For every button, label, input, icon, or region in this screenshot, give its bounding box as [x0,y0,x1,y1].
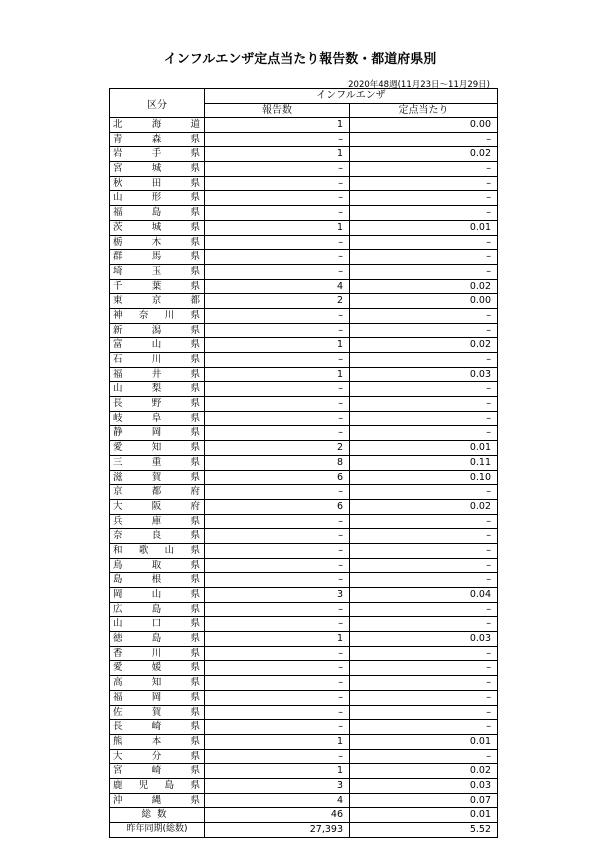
per-sentinel-value: – [486,603,491,615]
report-count: – [205,750,350,764]
per-sentinel-value: – [486,544,491,556]
prefecture-name: 島 根 県 [110,573,205,587]
table-header [110,89,497,117]
prefecture-name: 福 島 県 [110,206,205,220]
prefecture-name: 静 岡 県 [110,426,205,440]
prefecture-name: 鳥 取 県 [110,559,205,573]
header-disease: インフルエンザ [205,89,497,104]
per-sentinel-value: – [486,207,491,219]
report-count: – [205,309,350,323]
report-count: 1 [205,118,350,132]
prefecture-name: 富 山 県 [110,338,205,352]
table-row [110,793,497,808]
report-count: 4 [205,280,350,294]
total-per-sentinel: 0.01 [469,809,491,821]
per-sentinel-value: – [486,412,491,424]
table-row [110,249,497,264]
report-count: – [205,515,350,529]
prefecture-name: 広 島 県 [110,603,205,617]
report-count: – [205,382,350,396]
table-row [110,749,497,764]
table-row [110,470,497,485]
total-row [110,807,497,822]
per-sentinel-value: – [486,574,491,586]
table-row [110,616,497,631]
report-count: 4 [205,794,350,808]
table-row [110,190,497,205]
report-count: – [205,133,350,147]
prefecture-name: 神 奈 川 県 [110,309,205,323]
report-count: 6 [205,500,350,514]
prefecture-name: 宮 崎 県 [110,764,205,778]
total-label: 総数 [110,808,205,822]
table-row [110,117,497,132]
table-row [110,455,497,470]
prefecture-name: 石 川 県 [110,353,205,367]
prefecture-name: 山 梨 県 [110,382,205,396]
prefecture-name: 福 岡 県 [110,691,205,705]
prefecture-name: 徳 島 県 [110,632,205,646]
per-sentinel-value: 0.04 [469,589,491,600]
report-count: 1 [205,735,350,749]
per-sentinel-value: – [486,677,491,689]
report-count: – [205,544,350,558]
per-sentinel-value: – [486,486,491,498]
report-count: – [205,617,350,631]
table-row [110,719,497,734]
table-row [110,132,497,147]
table-row [110,161,497,176]
per-sentinel-value: – [486,530,491,542]
report-count: 2 [205,294,350,308]
per-sentinel-value: 0.10 [469,471,491,483]
report-count: – [205,412,350,426]
report-count: – [205,324,350,338]
report-count: – [205,647,350,661]
per-sentinel-value: 0.01 [469,442,491,454]
per-sentinel-value: – [486,324,491,336]
per-sentinel-value: – [486,647,491,659]
prefecture-name: 山 口 県 [110,617,205,631]
prefecture-name: 佐 賀 県 [110,706,205,720]
report-count: 1 [205,338,350,352]
report-count: 2 [205,441,350,455]
table-row [110,308,497,323]
table-row [110,337,497,352]
per-sentinel-value: 0.01 [469,221,491,233]
report-count: – [205,559,350,573]
previous-year-row [110,822,497,837]
report-count: – [205,162,350,176]
per-sentinel-value: 0.03 [469,779,491,791]
per-sentinel-value: 0.00 [469,119,491,130]
table-row [110,763,497,778]
table-row [110,411,497,426]
table-row [110,646,497,661]
per-sentinel-value: – [486,691,491,703]
table-body [110,117,497,807]
table-row [110,323,497,338]
prefecture-name: 兵 庫 県 [110,515,205,529]
table-row [110,440,497,455]
per-sentinel-value: – [486,163,491,175]
per-sentinel-value: – [486,354,491,365]
report-count: – [205,720,350,734]
table-row [110,778,497,793]
table-row [110,425,497,440]
prefecture-name: 大 分 県 [110,750,205,764]
report-count: – [205,250,350,264]
per-sentinel-value: 0.11 [469,456,491,468]
report-count: – [205,236,350,250]
report-count: – [205,191,350,205]
table-row [110,484,497,499]
prefecture-name: 岐 阜 県 [110,412,205,426]
prefecture-name: 山 形 県 [110,191,205,205]
report-count: – [205,603,350,617]
per-sentinel-value: 0.03 [469,368,491,380]
per-sentinel-value: 0.01 [469,735,491,747]
prefecture-name: 高 知 県 [110,676,205,690]
table-row [110,220,497,235]
previous-reports: 27,393 [205,823,350,837]
prefecture-name: 岩 手 県 [110,147,205,161]
per-sentinel-value: 0.02 [469,339,491,351]
table-row [110,528,497,543]
table-row [110,146,497,161]
header-per-sentinel: 定点当たり [398,105,449,116]
report-count: 6 [205,471,350,485]
per-sentinel-value: – [486,236,491,248]
report-count: – [205,265,350,279]
report-count: – [205,353,350,367]
per-sentinel-value: 0.02 [469,500,491,512]
report-count: 1 [205,221,350,235]
header-reports: 報告数 [205,104,350,117]
prefecture-name: 大 阪 府 [110,500,205,514]
report-count: – [205,676,350,690]
prefecture-name: 三 重 県 [110,456,205,470]
table-row [110,499,497,514]
table-row [110,660,497,675]
table-row [110,631,497,646]
table-row [110,572,497,587]
per-sentinel-value: – [486,706,491,718]
report-count: – [205,177,350,191]
prefecture-name: 東 京 都 [110,294,205,308]
table-row [110,367,497,382]
table-row [110,293,497,308]
prefecture-name: 長 崎 県 [110,720,205,734]
prefecture-name: 千 葉 県 [110,280,205,294]
per-sentinel-value: 0.03 [469,633,491,645]
prefecture-name: 愛 媛 県 [110,661,205,675]
per-sentinel-value: – [486,750,491,762]
table-row [110,279,497,294]
per-sentinel-value: – [486,133,491,145]
report-count: 3 [205,588,350,602]
report-count: – [205,397,350,411]
prefecture-name: 奈 良 県 [110,529,205,543]
per-sentinel-value: 0.02 [469,280,491,292]
prefecture-name: 滋 賀 県 [110,471,205,485]
per-sentinel-value: – [486,662,491,674]
table-row [110,690,497,705]
report-count: – [205,426,350,440]
table-row [110,602,497,617]
prefecture-name: 京 都 府 [110,485,205,499]
prefecture-name: 熊 本 県 [110,735,205,749]
page-title: インフルエンザ定点当たり報告数・都道府県別 [163,52,437,67]
per-sentinel-value: – [486,559,491,571]
total-reports: 46 [205,808,350,822]
table-row [110,352,497,367]
prefecture-name: 埼 玉 県 [110,265,205,279]
report-count: – [205,661,350,675]
prefecture-name: 新 潟 県 [110,324,205,338]
table-row [110,587,497,602]
prefecture-name: 愛 知 県 [110,441,205,455]
report-count: – [205,706,350,720]
previous-label: 昨年同期(総数) [110,823,205,837]
prefecture-name: 秋 田 県 [110,177,205,191]
prefecture-name: 福 井 県 [110,368,205,382]
prefecture-name: 長 野 県 [110,397,205,411]
prefecture-name: 岡 山 県 [110,588,205,602]
report-count: – [205,529,350,543]
per-sentinel-value: – [486,265,491,277]
prefecture-name: 和 歌 山 県 [110,544,205,558]
prefecture-name: 沖 縄 県 [110,794,205,808]
per-sentinel-value: 0.02 [469,148,491,160]
table-row [110,396,497,411]
prefecture-table [109,88,498,838]
prefecture-name: 青 森 県 [110,133,205,147]
table-row [110,205,497,220]
report-count: 1 [205,632,350,646]
report-count: 3 [205,779,350,793]
per-sentinel-value: 0.07 [469,794,491,806]
prefecture-name: 茨 城 県 [110,221,205,235]
prefecture-name: 宮 城 県 [110,162,205,176]
report-count: – [205,573,350,587]
table-row [110,734,497,749]
prefecture-name: 栃 木 県 [110,236,205,250]
per-sentinel-value: – [486,721,491,733]
per-sentinel-value: – [486,515,491,527]
table-row [110,705,497,720]
per-sentinel-value: 0.02 [469,765,491,777]
per-sentinel-value: 0.00 [469,295,491,307]
report-count: – [205,485,350,499]
per-sentinel-value: – [486,177,491,189]
table-row [110,675,497,690]
report-count: 1 [205,764,350,778]
report-period: 2020年48週(11月23日～11月29日) [348,80,490,90]
report-count: – [205,691,350,705]
per-sentinel-value: – [486,383,491,395]
per-sentinel-value: – [486,398,491,410]
per-sentinel-value: – [486,427,491,439]
table-row [110,176,497,191]
report-count: 8 [205,456,350,470]
per-sentinel-value: – [486,618,491,630]
prefecture-name: 群 馬 県 [110,250,205,264]
per-sentinel-value: – [486,251,491,263]
prefecture-name: 北 海 道 [110,118,205,132]
per-sentinel-value: – [486,192,491,204]
per-sentinel-value: – [486,309,491,321]
table-row [110,235,497,250]
report-count: – [205,206,350,220]
report-count: 1 [205,147,350,161]
prefecture-name: 香 川 県 [110,647,205,661]
table-row [110,514,497,529]
table-row [110,264,497,279]
report-count: 1 [205,368,350,382]
header-area: 区分 [110,89,205,117]
table-row [110,543,497,558]
table-row [110,558,497,573]
table-row [110,381,497,396]
previous-per-sentinel: 5.52 [469,824,491,835]
prefecture-name: 鹿 児 島 県 [110,779,205,793]
